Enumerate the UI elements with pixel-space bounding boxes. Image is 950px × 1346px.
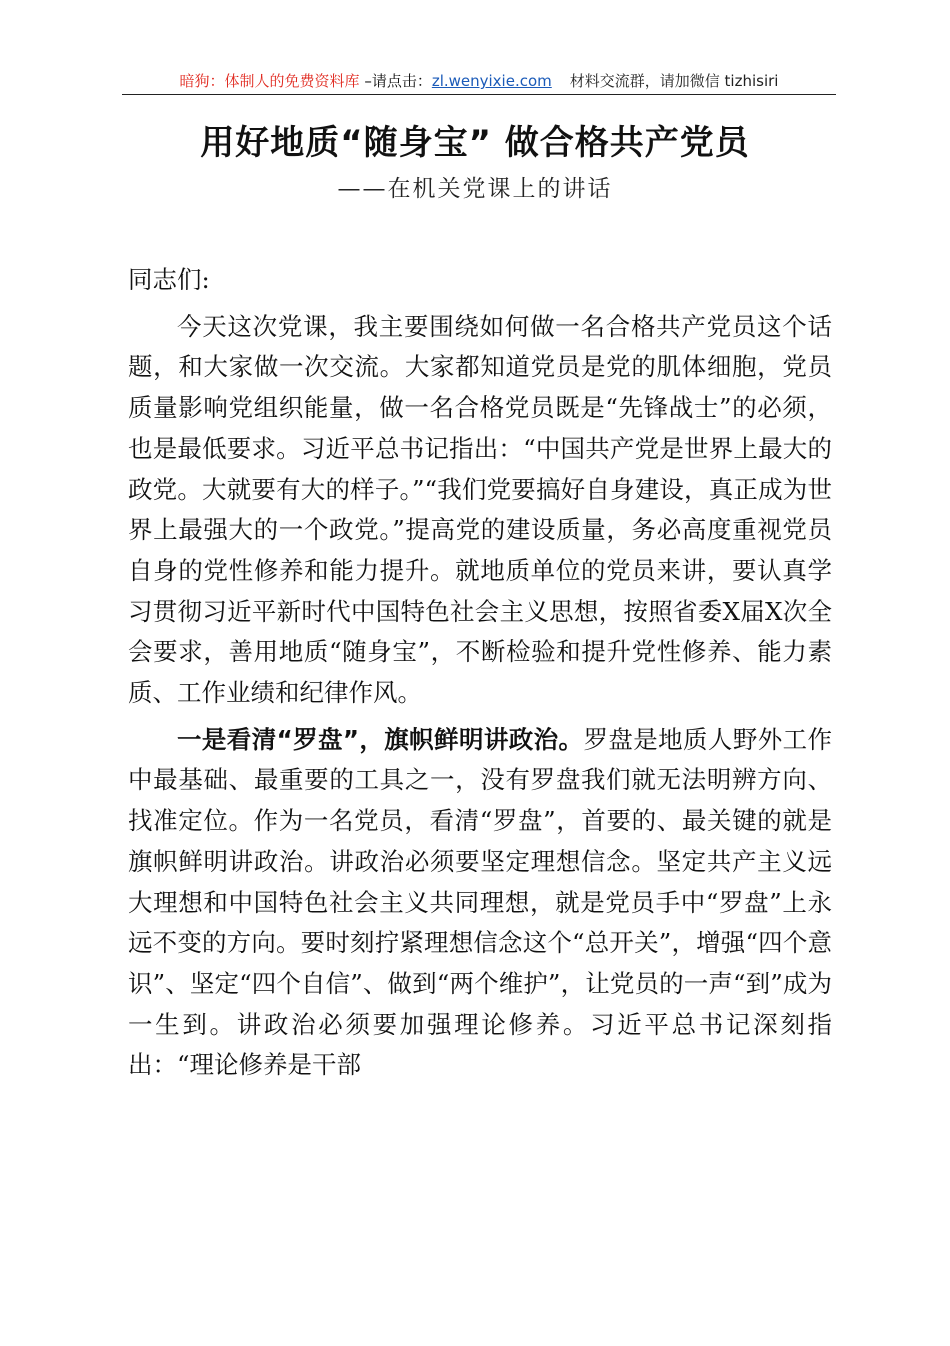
- paragraph-intro: 今天这次党课，我主要围绕如何做一名合格共产党员这个话题，和大家做一次交流。大家都知道党员是党的肌体细胞，党员质量影响党组织能量，做一名合格党员既是“先锋战士”的必须，也是最低要求。习近平总书记指出：“中国共产党是世界上最大的政党。大就要有大的样子。”“我们党要搞好自身建设，真正成为世界上最强大的一个政党。”提高党的建设质量，务必高度重视党员自身的党性修养和能力提升。就地质单位的党员来讲，要认真学习贯彻习近平新时代中国特色社会主义思想，按照省委X届X次全会要求，善用地质“随身宝”，不断检验和提升党性修养、能力素质、工作业绩和纪律作风。: [128, 311, 832, 708]
- paragraph-compass-body: 罗盘是地质人野外工作中最基础、最重要的工具之一，没有罗盘我们就无法明辨方向、找准定位。作为一名党员，看清“罗盘”，首要的、最关键的就是旗帜鲜明讲政治。讲政治必须要坚定理想信念。坚定共产主义远大理想和中国特色社会主义共同理想，就是党员手中“罗盘”上永远不变的方向。要时刻拧紧理想信念这个“总开关”，增强“四个意识”、坚定“四个自信”、做到“两个维护”，让党员的一声“到”成为一生到。讲政治必须要加强理论修养。习近平总书记深刻指出：“理论修养是干部: [128, 724, 833, 1080]
- header-click-prompt: –请点击：: [359, 72, 432, 90]
- document-title: 用好地质“随身宝” 做合格共产党员: [200, 123, 750, 163]
- header-source-text: 暗狗：体制人的免费资料库: [179, 72, 360, 90]
- page-header: [122, 70, 836, 95]
- header-wechat-text: 材料交流群，请加微信 tizhisiri: [569, 72, 779, 90]
- salutation: 同志们:: [128, 265, 210, 294]
- paragraph-compass-lead: 一是看清“罗盘”，旗帜鲜明讲政治。: [177, 724, 584, 754]
- paragraph-compass: [128, 720, 832, 1086]
- document-subtitle: ——在机关党课上的讲话: [337, 176, 613, 202]
- document-body: [128, 260, 832, 1092]
- header-link[interactable]: zl.wenyixie.com: [431, 72, 552, 90]
